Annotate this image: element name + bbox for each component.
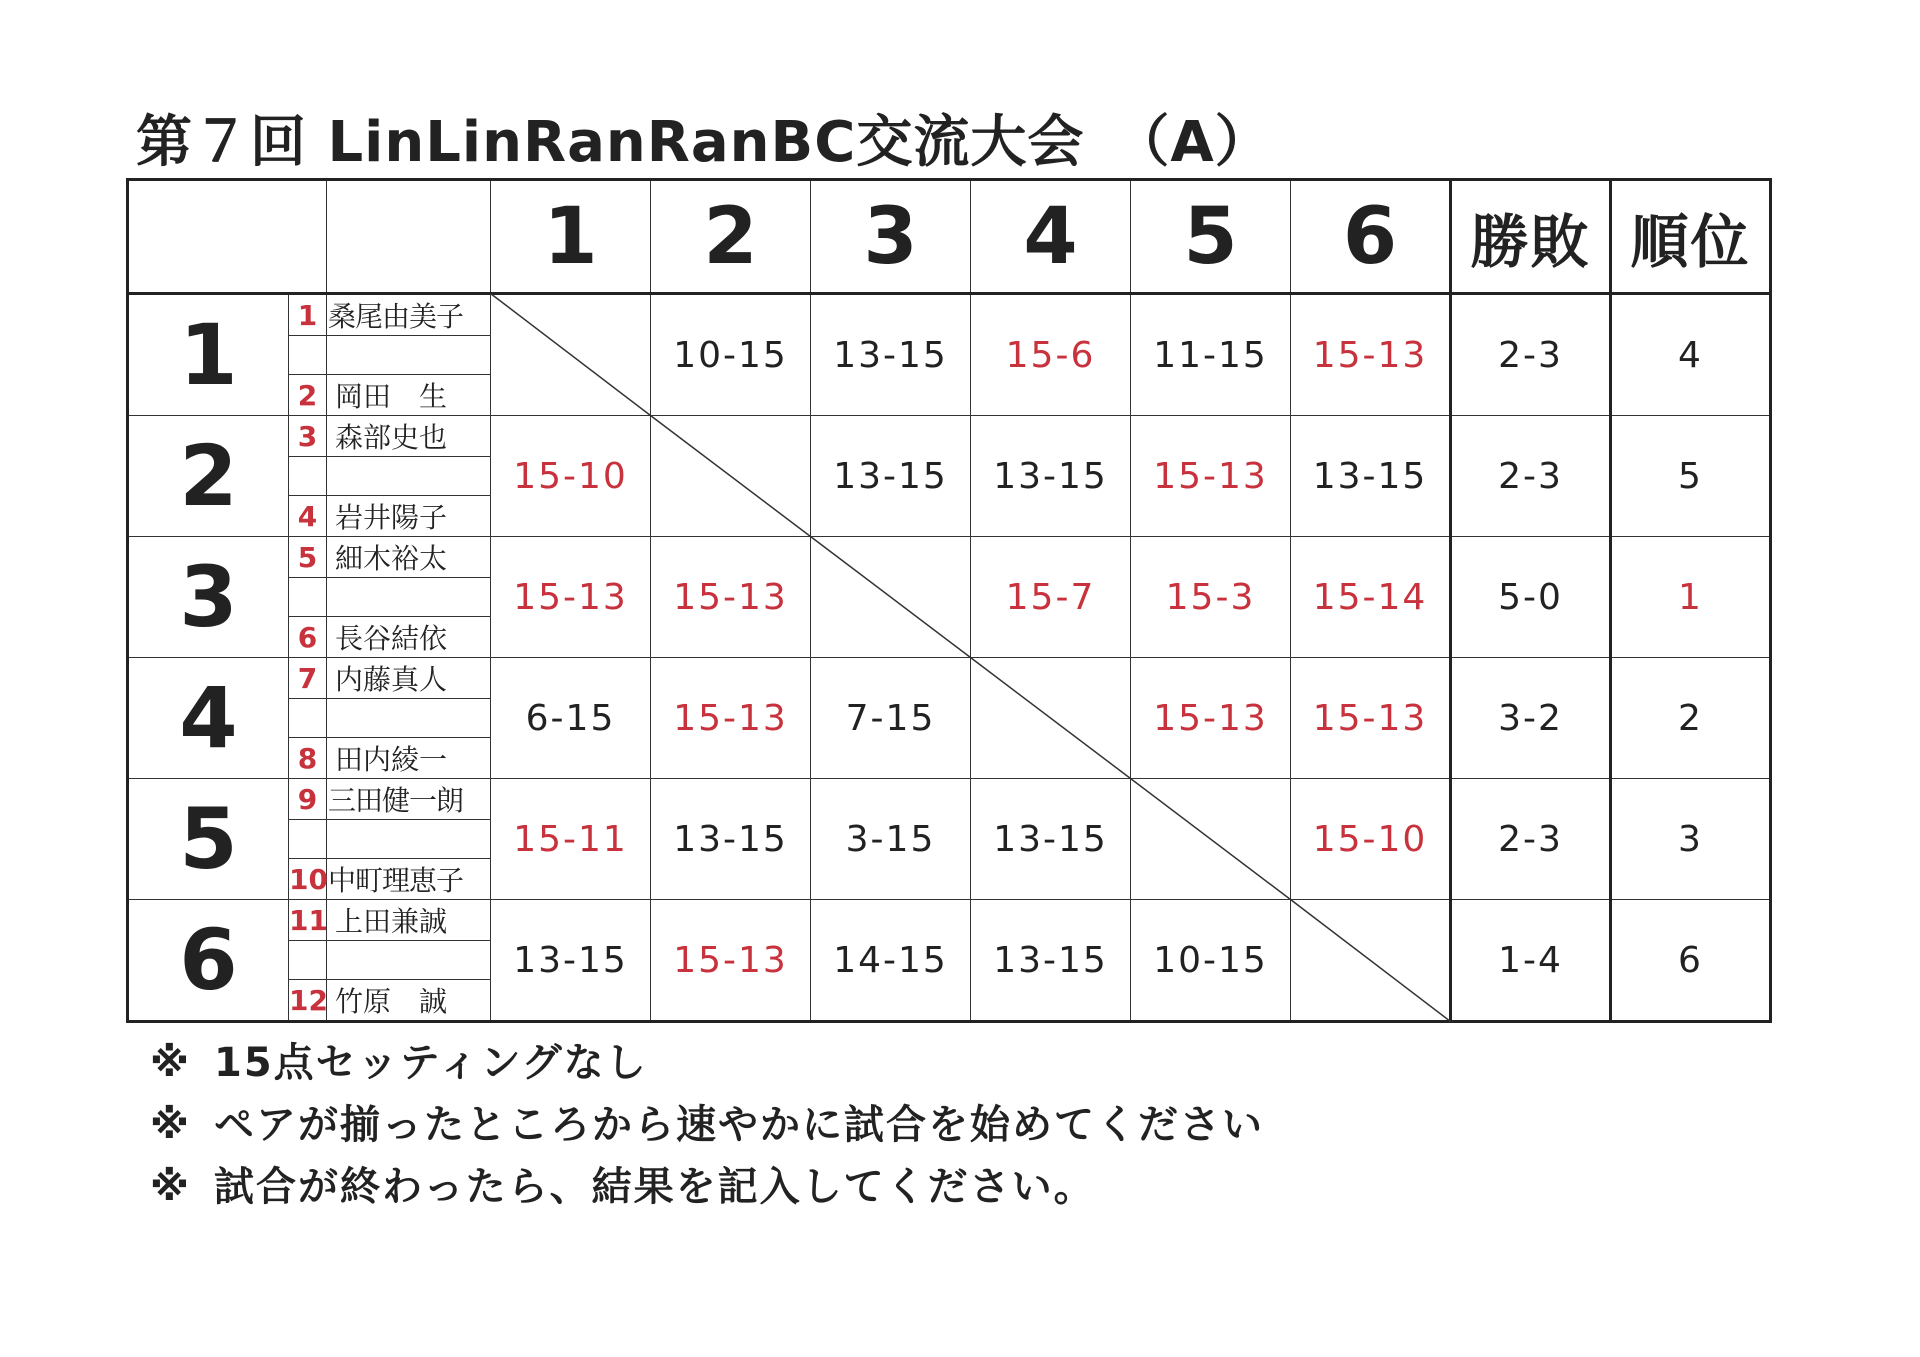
match-score: 10-15 — [1131, 900, 1291, 1022]
player-name: 内藤真人 — [327, 658, 491, 699]
player-name: 長谷結依 — [327, 617, 491, 658]
match-score: 15-13 — [651, 537, 811, 658]
rank-value: 2 — [1611, 658, 1771, 779]
match-score: 3-15 — [811, 779, 971, 900]
team-number: 5 — [128, 779, 289, 900]
player-number: 9 — [289, 779, 327, 820]
match-score: 15-3 — [1131, 537, 1291, 658]
match-score: 15-10 — [491, 416, 651, 537]
match-score: 13-15 — [811, 416, 971, 537]
note-line-2 — [150, 1093, 1264, 1150]
self-match-cell — [971, 658, 1131, 779]
player-number-spacer — [289, 941, 327, 980]
player-number-spacer — [289, 820, 327, 859]
match-score: 15-7 — [971, 537, 1131, 658]
self-match-cell — [1291, 900, 1451, 1022]
match-score: 13-15 — [971, 779, 1131, 900]
rank-value: 6 — [1611, 900, 1771, 1022]
match-score: 10-15 — [651, 294, 811, 416]
match-score: 13-15 — [491, 900, 651, 1022]
player-number: 8 — [289, 738, 327, 779]
header-blank-names — [327, 180, 491, 294]
player-number: 5 — [289, 537, 327, 578]
player-name: 竹原 誠 — [327, 980, 491, 1022]
match-score: 14-15 — [811, 900, 971, 1022]
header-opponent-1: 1 — [491, 180, 651, 294]
header-opponent-3: 3 — [811, 180, 971, 294]
player-number-spacer — [289, 699, 327, 738]
player-number: 11 — [289, 900, 327, 941]
player-name: 三田健一朗 — [327, 779, 491, 820]
player-name: 細木裕太 — [327, 537, 491, 578]
player-name-spacer — [327, 820, 491, 859]
win-loss-record: 3-2 — [1451, 658, 1611, 779]
note-text: 15点セッティングなし — [214, 1040, 648, 1086]
header-opponent-5: 5 — [1131, 180, 1291, 294]
player-name-spacer — [327, 941, 491, 980]
team-number: 3 — [128, 537, 289, 658]
match-score: 13-15 — [651, 779, 811, 900]
self-match-cell — [1131, 779, 1291, 900]
note-mark: ※ — [150, 1102, 191, 1148]
rank-value: 3 — [1611, 779, 1771, 900]
player-number-spacer — [289, 578, 327, 617]
match-score: 13-15 — [1291, 416, 1451, 537]
self-match-cell — [811, 537, 971, 658]
player-name: 桑尾由美子 — [327, 294, 491, 336]
match-score: 7-15 — [811, 658, 971, 779]
team-number: 1 — [128, 294, 289, 416]
win-loss-record: 2-3 — [1451, 294, 1611, 416]
team-number: 6 — [128, 900, 289, 1022]
player-number: 3 — [289, 416, 327, 457]
match-score: 15-13 — [1131, 658, 1291, 779]
note-text: ペアが揃ったところから速やかに試合を始めてください — [214, 1102, 1264, 1148]
note-mark: ※ — [150, 1164, 191, 1210]
rank-value: 1 — [1611, 537, 1771, 658]
match-score: 15-11 — [491, 779, 651, 900]
player-name: 田内綾一 — [327, 738, 491, 779]
match-score: 13-15 — [971, 416, 1131, 537]
match-score: 13-15 — [971, 900, 1131, 1022]
player-name-spacer — [327, 336, 491, 375]
match-score: 11-15 — [1131, 294, 1291, 416]
match-score: 15-13 — [651, 900, 811, 1022]
player-number: 4 — [289, 496, 327, 537]
league-table — [126, 178, 1772, 1023]
header-opponent-4: 4 — [971, 180, 1131, 294]
match-score: 15-13 — [651, 658, 811, 779]
rank-value: 5 — [1611, 416, 1771, 537]
win-loss-record: 5-0 — [1451, 537, 1611, 658]
self-match-cell — [651, 416, 811, 537]
rank-value: 4 — [1611, 294, 1771, 416]
self-match-cell — [491, 294, 651, 416]
player-name: 森部史也 — [327, 416, 491, 457]
match-score: 15-13 — [491, 537, 651, 658]
player-number: 10 — [289, 859, 327, 900]
win-loss-record: 2-3 — [1451, 779, 1611, 900]
player-number: 12 — [289, 980, 327, 1022]
player-number-spacer — [289, 336, 327, 375]
match-score: 15-13 — [1131, 416, 1291, 537]
team-number: 2 — [128, 416, 289, 537]
player-name-spacer — [327, 699, 491, 738]
player-name: 上田兼誠 — [327, 900, 491, 941]
header-blank — [128, 180, 327, 294]
player-name-spacer — [327, 457, 491, 496]
player-number-spacer — [289, 457, 327, 496]
win-loss-record: 2-3 — [1451, 416, 1611, 537]
player-name-spacer — [327, 578, 491, 617]
player-number: 7 — [289, 658, 327, 699]
match-score: 15-10 — [1291, 779, 1451, 900]
header-winloss: 勝敗 — [1451, 180, 1611, 294]
player-number: 1 — [289, 294, 327, 336]
match-score: 15-14 — [1291, 537, 1451, 658]
header-opponent-6: 6 — [1291, 180, 1451, 294]
player-number: 2 — [289, 375, 327, 416]
page-title: 第７回 LinLinRanRanBC交流大会 （A） — [136, 110, 1272, 175]
match-score: 15-6 — [971, 294, 1131, 416]
win-loss-record: 1-4 — [1451, 900, 1611, 1022]
note-text: 試合が終わったら、結果を記入してください。 — [214, 1164, 1096, 1210]
match-score: 13-15 — [811, 294, 971, 416]
note-line-3 — [150, 1155, 1096, 1212]
team-number: 4 — [128, 658, 289, 779]
player-name: 岩井陽子 — [327, 496, 491, 537]
match-score: 15-13 — [1291, 294, 1451, 416]
player-name: 岡田 生 — [327, 375, 491, 416]
match-score: 6-15 — [491, 658, 651, 779]
header-rank: 順位 — [1611, 180, 1771, 294]
note-line-1 — [150, 1031, 648, 1088]
player-name: 中町理恵子 — [327, 859, 491, 900]
match-score: 15-13 — [1291, 658, 1451, 779]
player-number: 6 — [289, 617, 327, 658]
header-opponent-2: 2 — [651, 180, 811, 294]
note-mark: ※ — [150, 1040, 191, 1086]
